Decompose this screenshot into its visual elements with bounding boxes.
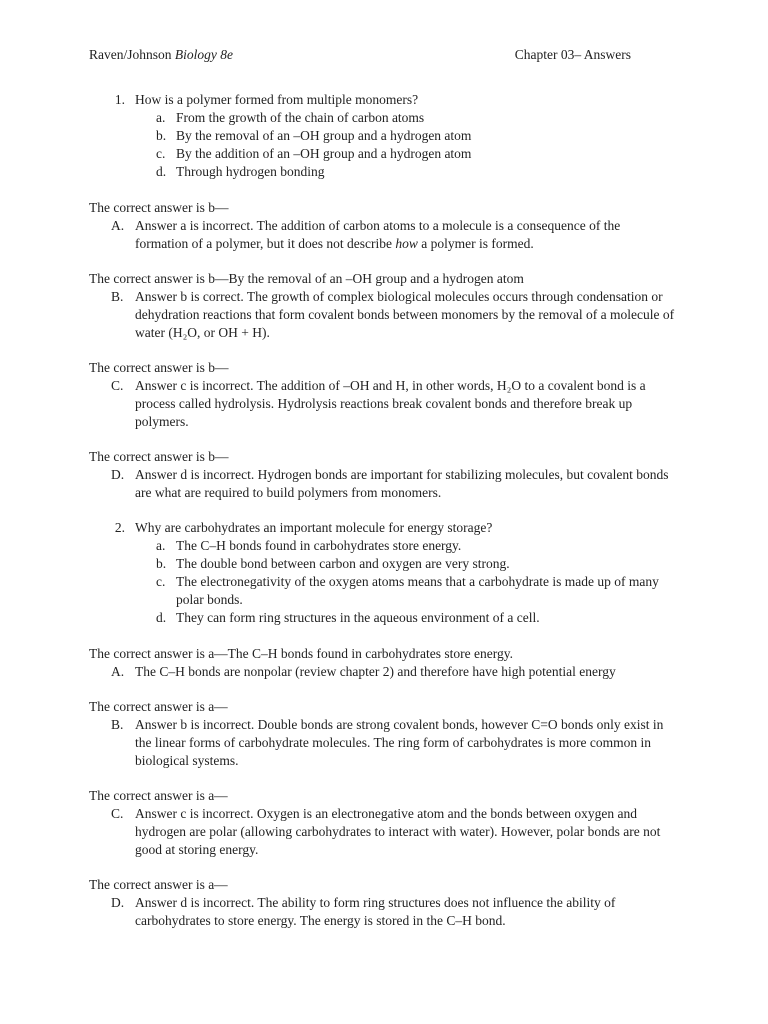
explanation: D. Answer d is incorrect. The ability to form ring structures does not influence the ability of carbohydrates to store energy. The energy is stored in the C–H bond. <box>111 895 616 928</box>
question-number: 1. <box>114 92 125 107</box>
question-number: 2. <box>114 520 125 535</box>
correct-answer-line: The correct answer is a— <box>89 877 228 892</box>
option-item: a. From the growth of the chain of carbon atoms <box>156 110 425 125</box>
question-text: Why are carbohydrates an important molecule for energy storage? <box>135 520 493 535</box>
answer-block <box>89 270 689 342</box>
option-item: a. The C–H bonds found in carbohydrates store energy. <box>156 538 462 553</box>
question-stem <box>89 91 689 109</box>
page-header <box>89 46 631 64</box>
explanation: B. Answer b is incorrect. Double bonds are strong covalent bonds, however C=O bonds only exist in the linear forms of carbohydrate molecules. The ring form of carbohydrates is more common in biological systems. <box>111 717 664 768</box>
question-stem <box>89 519 689 537</box>
question-1 <box>89 91 689 181</box>
option-list <box>89 109 689 181</box>
correct-answer-line: The correct answer is b— <box>89 200 229 215</box>
answer-block <box>89 698 689 770</box>
answer-block <box>89 448 689 502</box>
explanation: B. Answer b is correct. The growth of complex biological molecules occurs through condensation or dehydration reactions that form covalent bonds between monomers by the removal of a molecule of water (H₂O, or OH + H). <box>111 289 675 340</box>
option-item: c. By the addition of an –OH group and a hydrogen atom <box>156 146 472 161</box>
option-item: c. The electronegativity of the oxygen atoms means that a carbohydrate is made up of many polar bonds. <box>156 574 659 607</box>
explanation: D. Answer d is incorrect. Hydrogen bonds are important for stabilizing molecules, but covalent bonds are what are required to build polymers from monomers. <box>111 467 669 500</box>
option-item: b. By the removal of an –OH group and a hydrogen atom <box>156 128 472 143</box>
answer-block <box>89 876 689 930</box>
answer-block <box>89 645 689 681</box>
correct-answer-line: The correct answer is b—By the removal of an –OH group and a hydrogen atom <box>89 271 524 286</box>
header-chapter: Chapter 03– Answers <box>514 47 631 62</box>
answer-block <box>89 787 689 859</box>
correct-answer-line: The correct answer is a—The C–H bonds found in carbohydrates store energy. <box>89 646 513 661</box>
option-list <box>89 537 689 627</box>
question-2 <box>89 519 689 627</box>
question-text: How is a polymer formed from multiple monomers? <box>135 92 419 107</box>
explanation: A. The C–H bonds are nonpolar (review chapter 2) and therefore have high potential energy <box>111 664 616 679</box>
document-body <box>89 91 689 930</box>
option-item: d. Through hydrogen bonding <box>156 164 325 179</box>
answer-block <box>89 199 689 253</box>
correct-answer-line: The correct answer is b— <box>89 360 229 375</box>
correct-answer-line: The correct answer is b— <box>89 449 229 464</box>
explanation: A. Answer a is incorrect. The addition of carbon atoms to a molecule is a consequence of the formation of a polymer, but it does not describe how a polymer is formed. <box>111 218 621 251</box>
header-book-title: Raven/Johnson Biology 8e <box>89 47 233 62</box>
option-item: b. The double bond between carbon and oxygen are very strong. <box>156 556 510 571</box>
correct-answer-line: The correct answer is a— <box>89 699 228 714</box>
explanation: C. Answer c is incorrect. Oxygen is an electronegative atom and the bonds between oxygen and hydrogen are polar (allowing carbohydrates to interact with water). However, polar bonds are not good at storing energy. <box>111 806 661 857</box>
option-item: d. They can form ring structures in the aqueous environment of a cell. <box>156 610 540 625</box>
answer-block <box>89 359 689 431</box>
explanation: C. Answer c is incorrect. The addition of –OH and H, in other words, H₂O to a covalent bond is a process called hydrolysis. Hydrolysis reactions break covalent bonds and therefore break up polymers. <box>111 378 646 429</box>
correct-answer-line: The correct answer is a— <box>89 788 228 803</box>
